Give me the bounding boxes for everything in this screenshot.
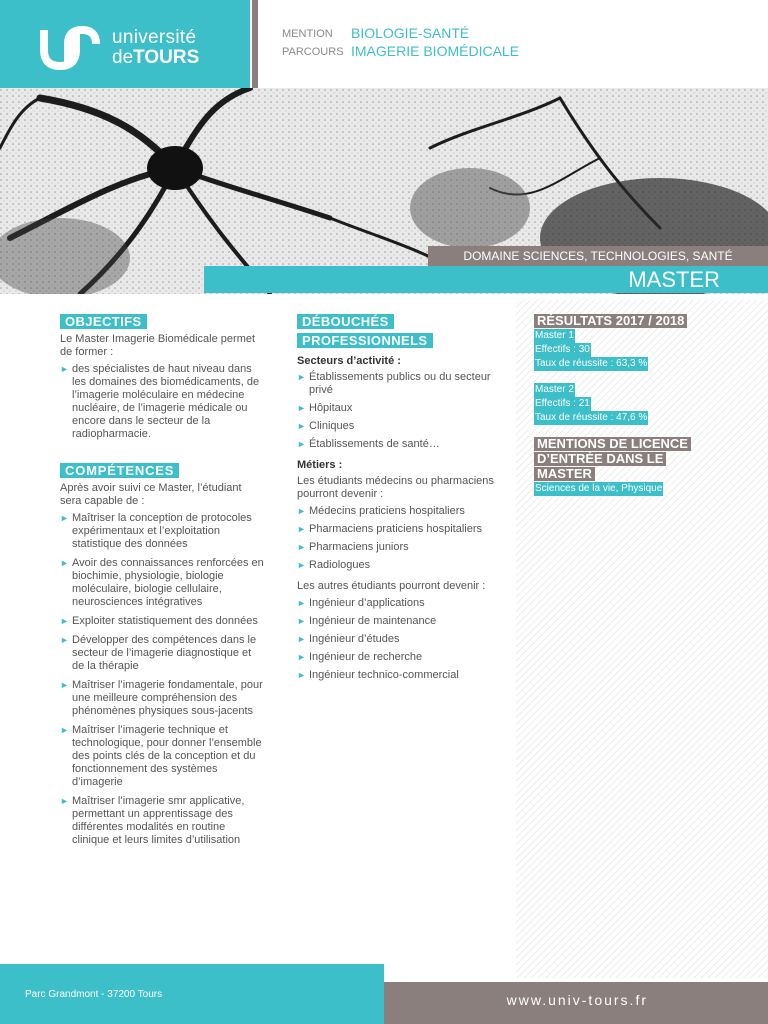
arrow-icon: ►: [60, 680, 69, 690]
footer-url-link[interactable]: www.univ-tours.fr: [506, 992, 648, 1008]
master1-taux: Taux de réussite : 63,3 %: [535, 358, 648, 369]
master2-label: Master 2: [535, 384, 574, 395]
list-item: ► Ingénieur de recherche: [297, 651, 423, 663]
secteurs-list: [297, 371, 507, 451]
arrow-icon: ►: [60, 616, 69, 626]
master2-effectifs: Effectifs : 21: [535, 398, 590, 409]
mentions-heading-3: MASTER: [534, 467, 595, 481]
list-item: ► Maîtriser la conception de protocoles expérimentaux et l’exploitation statistique des données: [60, 512, 252, 550]
arrow-icon: ►: [297, 634, 306, 644]
arrow-icon: ►: [60, 364, 69, 374]
list-item: ► Médecins praticiens hospitaliers: [297, 505, 465, 517]
arrow-icon: ►: [297, 506, 306, 516]
arrow-icon: ►: [297, 542, 306, 552]
mentions-value: Sciences de la vie, Physique: [535, 483, 663, 494]
arrow-icon: ►: [60, 558, 69, 568]
metiers-label: Métiers :: [297, 459, 343, 471]
objectifs-list: [60, 363, 265, 441]
column-objectifs-competences: [60, 314, 265, 855]
list-item: ► Avoir des connaissances renforcées en biochimie, physiologie, biologie moléculaire, biologie cellulaire, neurosciences intégratives: [60, 557, 264, 608]
master2-taux: Taux de réussite : 47,6 %: [535, 412, 648, 423]
parcours-label: PARCOURS: [282, 46, 344, 58]
arrow-icon: ►: [60, 725, 69, 735]
list-item: ► Ingénieur technico-commercial: [297, 669, 459, 681]
competences-list: [60, 512, 265, 847]
mention-label: MENTION: [282, 28, 333, 40]
parcours-value: IMAGERIE BIOMÉDICALE: [351, 43, 520, 59]
list-item: ► Cliniques: [297, 420, 355, 432]
debouches-heading-2: PROFESSIONNELS: [297, 333, 433, 348]
list-item: ► Maîtriser l’imagerie fondamentale, pour une meilleure compréhension des phénomènes physiques sous-jacents: [60, 679, 263, 717]
list-item: ► Radiologues: [297, 559, 371, 571]
debouches-heading-1: DÉBOUCHÉS: [297, 314, 394, 329]
arrow-icon: ►: [297, 670, 306, 680]
metiers-intro: Les étudiants médecins ou pharmaciens pourront devenir :: [297, 475, 494, 500]
secteurs-label: Secteurs d’activité :: [297, 355, 401, 367]
list-item: ► Maîtriser l’imagerie technique et technologique, pour donner l’ensemble des points clés de la conception et du fonctionnement des systèmes d’imagerie: [60, 724, 262, 788]
logo-text-tours: deTOURS: [112, 47, 200, 68]
domain-label: DOMAINE SCIENCES, TECHNOLOGIES, SANTÉ: [428, 246, 768, 266]
master1-effectifs: Effectifs : 30: [535, 344, 590, 355]
university-logo-icon: [40, 24, 102, 70]
mentions-heading-1: MENTIONS DE LICENCE: [534, 437, 691, 451]
list-item: ► Ingénieur d’applications: [297, 597, 425, 609]
list-item: ► Ingénieur d’études: [297, 633, 400, 645]
arrow-icon: ►: [297, 652, 306, 662]
autres-intro: Les autres étudiants pourront devenir :: [297, 580, 486, 592]
objectifs-heading: OBJECTIFS: [60, 314, 147, 329]
master-bar: [204, 266, 768, 293]
university-logo-block: [0, 0, 250, 88]
competences-intro: Après avoir suivi ce Master, l’étudiant sera capable de :: [60, 482, 242, 507]
list-item: ► Pharmaciens praticiens hospitaliers: [297, 523, 483, 535]
mentions-heading-2: D’ENTRÉE DANS LE: [534, 452, 666, 466]
metiers-list: [297, 505, 507, 572]
list-item: ► Établissements de santé…: [297, 438, 440, 450]
list-item: ► des spécialistes de haut niveau dans les domaines des biomédicaments, de l’imagerie moléculaire en médecine nucléaire, de l’imagerie médicale ou encore dans le secteur de la radiopharmacie.: [60, 363, 260, 440]
arrow-icon: ►: [297, 616, 306, 626]
objectifs-intro: Le Master Imagerie Biomédicale permet de former :: [60, 333, 256, 358]
arrow-icon: ►: [60, 635, 69, 645]
master-label: MASTER: [628, 267, 720, 292]
list-item: ► Ingénieur de maintenance: [297, 615, 437, 627]
arrow-icon: ►: [297, 560, 306, 570]
arrow-icon: ►: [297, 598, 306, 608]
list-item: ► Pharmaciens juniors: [297, 541, 409, 553]
mention-value: BIOLOGIE-SANTÉ: [351, 25, 470, 41]
arrow-icon: ►: [297, 421, 306, 431]
arrow-icon: ►: [297, 403, 306, 413]
arrow-icon: ►: [297, 524, 306, 534]
arrow-icon: ►: [60, 796, 69, 806]
arrow-icon: ►: [297, 439, 306, 449]
list-item: ► Exploiter statistiquement des données: [60, 615, 258, 627]
column-debouches: [297, 314, 507, 690]
header-separator: [252, 0, 258, 88]
autres-list: [297, 597, 507, 682]
master1-label: Master 1: [535, 330, 574, 341]
competences-heading: COMPÉTENCES: [60, 463, 179, 478]
list-item: ► Développer des compétences dans le secteur de l’imagerie diagnostique et de la thérapie: [60, 634, 257, 672]
arrow-icon: ►: [297, 372, 306, 382]
footer-address: Parc Grandmont - 37200 Tours: [25, 989, 163, 1000]
resultats-heading: RÉSULTATS 2017 / 2018: [534, 314, 687, 328]
list-item: ► Établissements publics ou du secteur privé: [297, 371, 491, 396]
arrow-icon: ►: [60, 513, 69, 523]
list-item: ► Hôpitaux: [297, 402, 353, 414]
column-resultats: [534, 314, 714, 496]
list-item: ► Maîtriser l’imagerie smr applicative, permettant un apprentissage des différentes modalités en routine clinique et leurs limites d’utilisation: [60, 795, 245, 846]
logo-text-universite: université: [112, 27, 197, 48]
